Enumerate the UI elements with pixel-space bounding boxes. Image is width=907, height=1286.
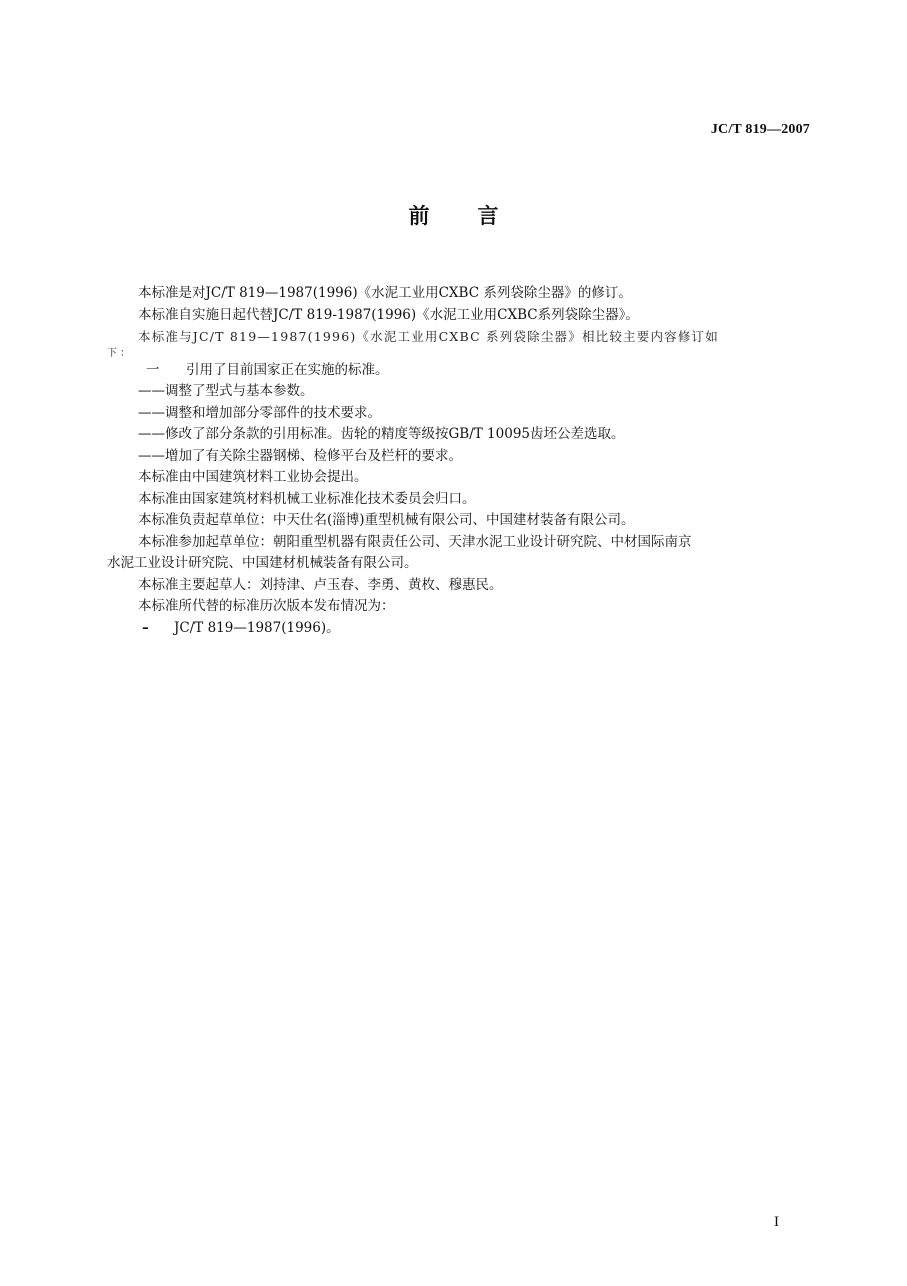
page-number: I bbox=[774, 1214, 779, 1230]
standard-code-header: JC/T 819—2007 bbox=[710, 122, 810, 137]
title-char-2: 言 bbox=[477, 204, 499, 228]
list-item-change-4: ——修改了部分条款的引用标准。齿轮的精度等级按GB/T 10095齿坯公差选取。 bbox=[138, 426, 625, 442]
history-item-text: JC/T 819—1987(1996)。 bbox=[174, 619, 340, 636]
paragraph-history-intro: 本标准所代替的标准历次版本发布情况为： bbox=[138, 598, 395, 614]
paragraph-participating-drafters: 本标准参加起草单位：朝阳重型机器有限责任公司、天津水泥工业设计研究院、中材国际南京 bbox=[138, 533, 692, 550]
list-item-change-1 bbox=[107, 360, 809, 382]
list-item-change-5: ——增加了有关除尘器钢梯、检修平台及栏杆的要求。 bbox=[138, 447, 462, 464]
preface-body bbox=[107, 283, 809, 639]
list-dash: 一 bbox=[146, 361, 160, 378]
paragraph-revision: 本标准是对JC/T 819—1987(1996)《水泥工业用CXBC 系列袋除尘器》的修订。 bbox=[138, 285, 632, 301]
list-bullet: – bbox=[142, 619, 149, 636]
paragraph-main-drafters: 本标准主要起草人：刘持津、卢玉春、李勇、黄枚、穆惠民。 bbox=[138, 576, 503, 593]
list-item-change-3: ——调整和增加部分零部件的技术要求。 bbox=[138, 404, 381, 421]
paragraph-lead-drafters: 本标准负责起草单位：中天仕名(淄博)重型机械有限公司、中国建材装备有限公司。 bbox=[138, 512, 635, 528]
paragraph-proposed-by: 本标准由中国建筑材料工业协会提出。 bbox=[138, 469, 368, 485]
paragraph-participating-drafters-cont: 水泥工业设计研究院、中国建材机械装备有限公司。 bbox=[107, 555, 418, 571]
history-list-item bbox=[107, 618, 809, 640]
list-item-change-2: ——调整了型式与基本参数。 bbox=[138, 383, 314, 399]
paragraph-changes-intro: 本标准与JC/T 819—1987(1996)《水泥工业用CXBC 系列袋除尘器》相比较主要内容修订如 bbox=[138, 329, 719, 344]
list-item-text: 引用了目前国家正在实施的标准。 bbox=[186, 361, 389, 378]
paragraph-centralized-by: 本标准由国家建筑材料机械工业标准化技术委员会归口。 bbox=[138, 490, 476, 507]
paragraph-replaces: 本标准自实施日起代替JC/T 819-1987(1996)《水泥工业用CXBC系列袋除尘器》。 bbox=[138, 306, 639, 323]
page-title bbox=[0, 200, 907, 230]
title-char-1: 前 bbox=[408, 204, 430, 228]
paragraph-changes-intro-cont: 下： bbox=[107, 347, 133, 359]
